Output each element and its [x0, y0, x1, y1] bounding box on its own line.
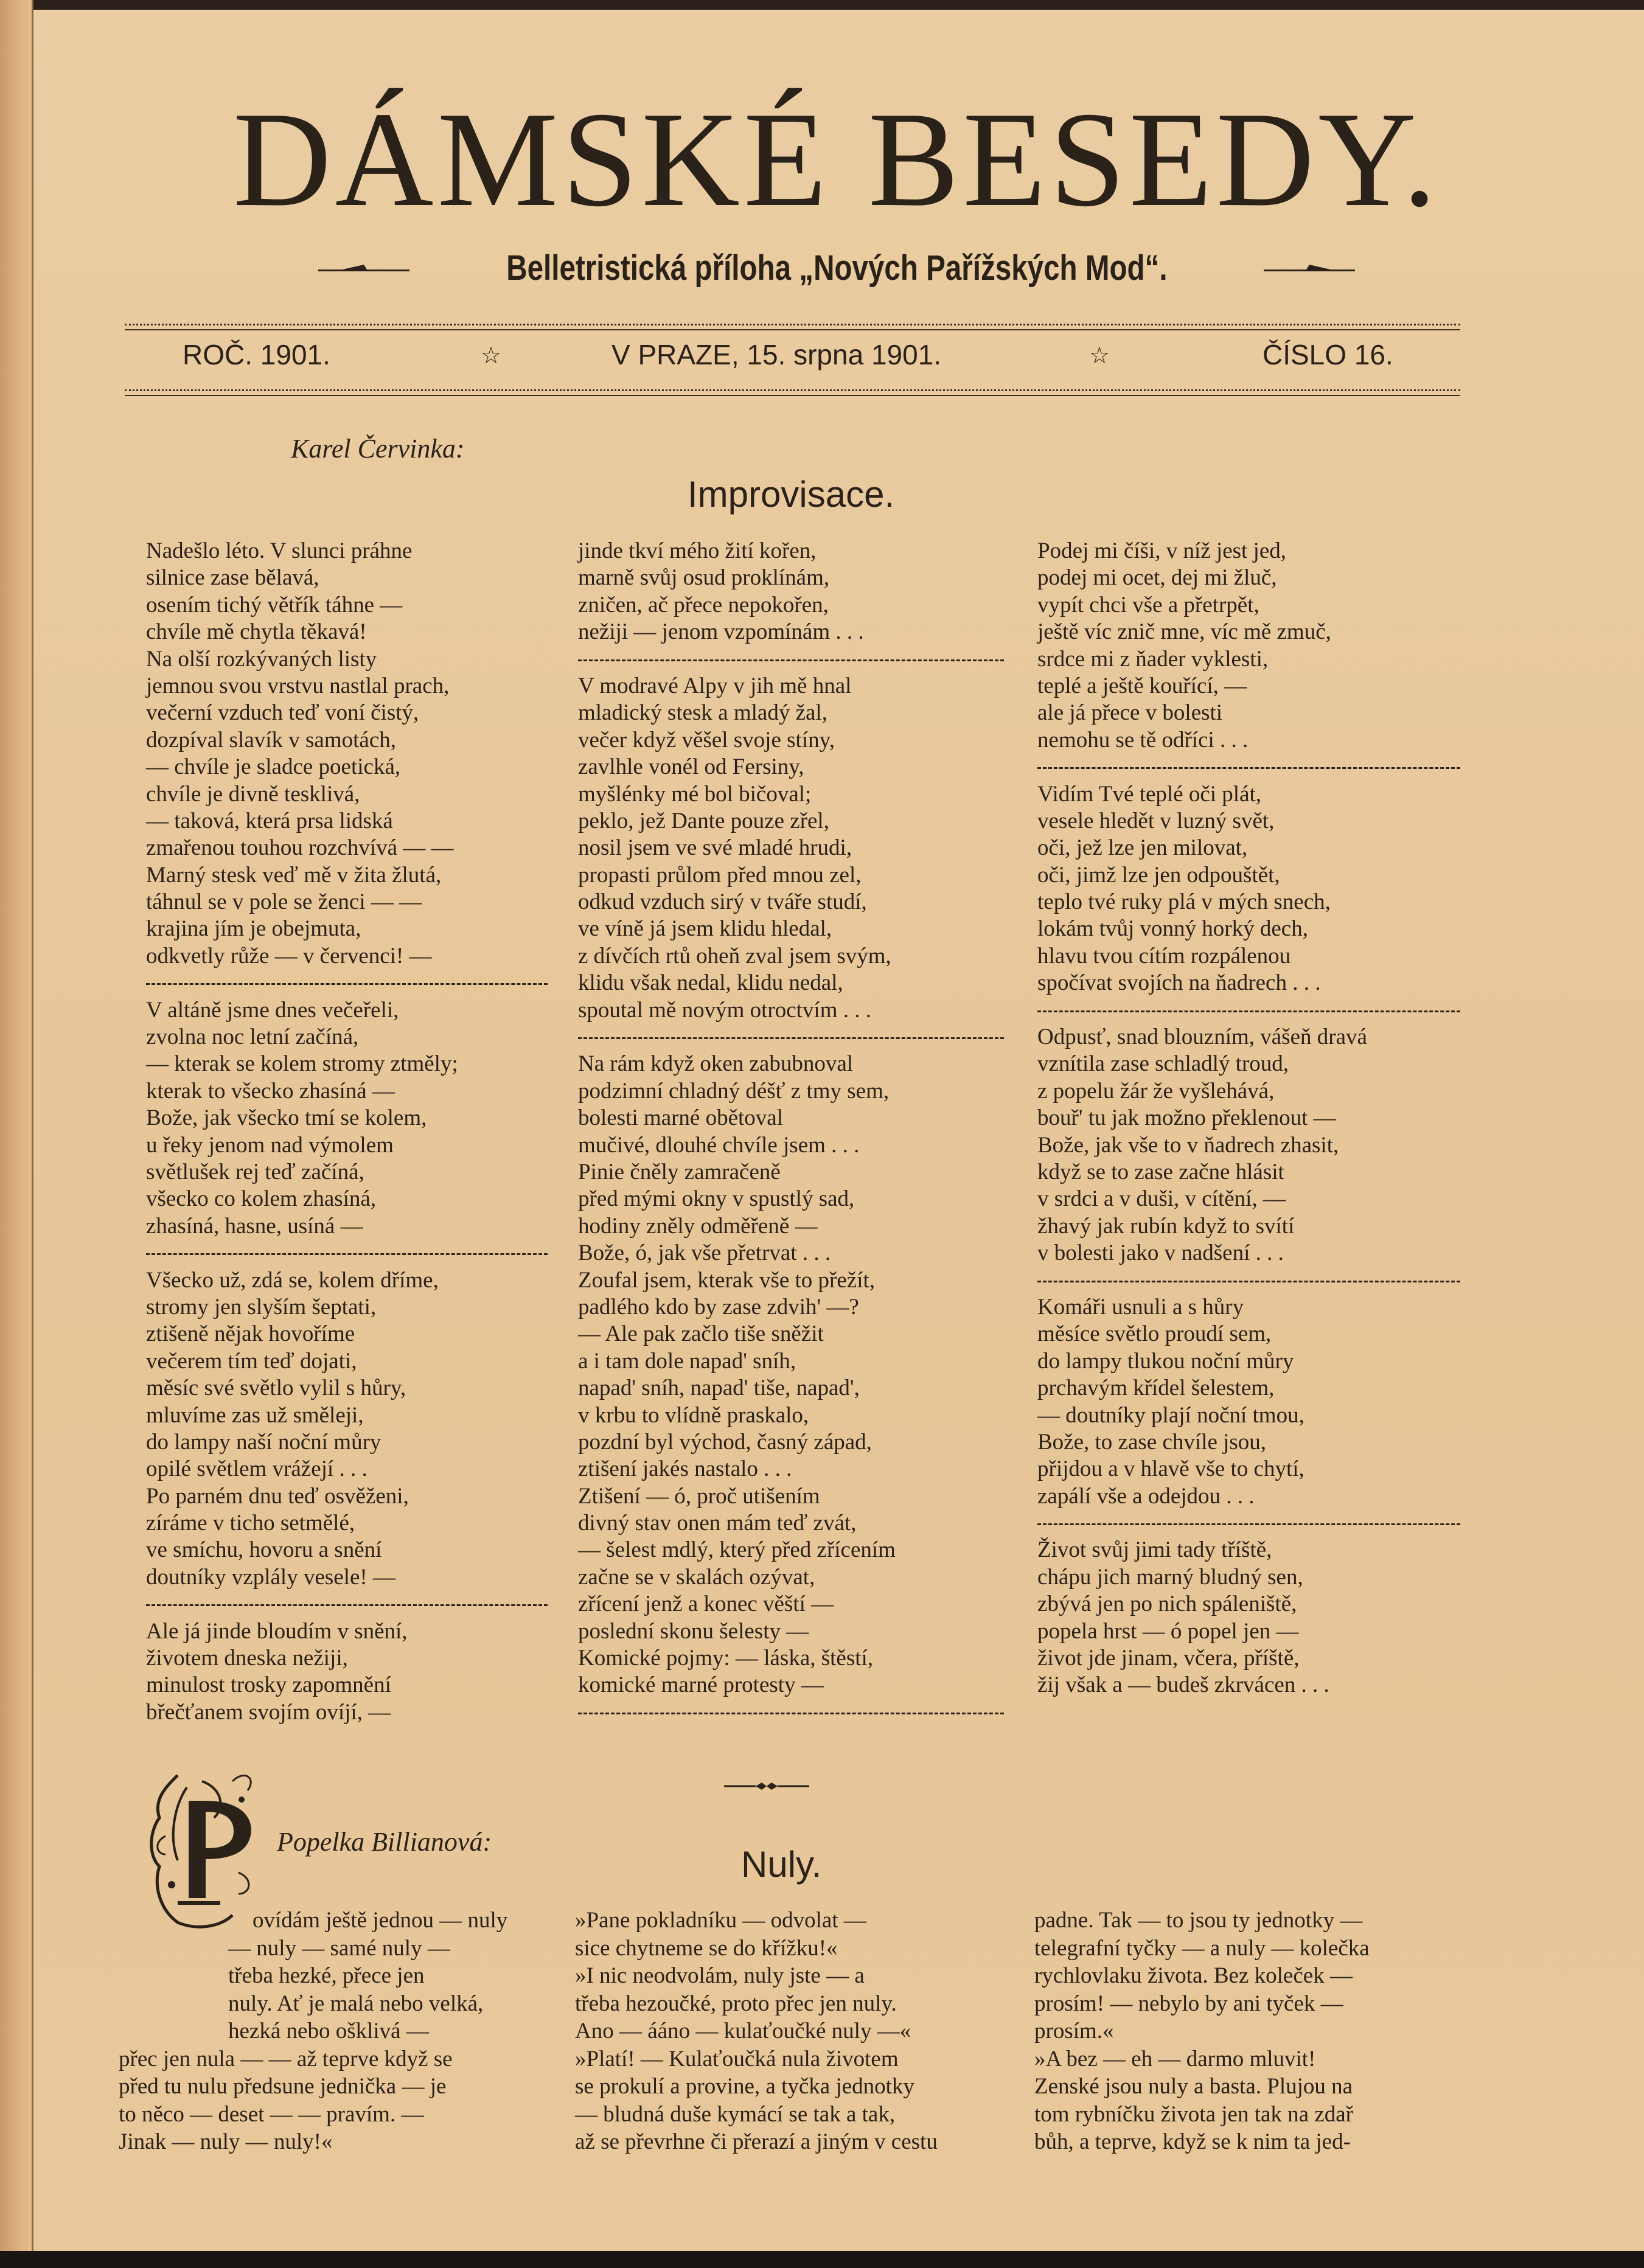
- poem-line: teplé a ještě kouřící, —: [1037, 673, 1247, 698]
- poem-author: Karel Červinka:: [291, 434, 465, 464]
- poem-line: — kterak se kolem stromy ztměly;: [146, 1051, 458, 1077]
- header-rule-top: [125, 324, 1460, 330]
- story-line: se prokulí a provine, a tyčka jednotky: [575, 2074, 914, 2099]
- poem-line: Všecko už, zdá se, kolem dříme,: [146, 1267, 439, 1293]
- poem-line: jinde tkví mého žití kořen,: [578, 538, 817, 563]
- story-line: padne. Tak — to jsou ty jednotky —: [1034, 1908, 1363, 1933]
- issue-place-date: V PRAZE, 15. srpna 1901.: [611, 339, 942, 370]
- poem-line: když se to zase začne hlásit: [1037, 1159, 1284, 1184]
- poem-line: mučivé, dlouhé chvíle jsem . . .: [578, 1132, 860, 1158]
- poem-line: Život svůj jimi tady tříště,: [1037, 1537, 1272, 1563]
- poem-line: začne se v skalách ozývat,: [578, 1564, 815, 1590]
- ornament-left-icon: [318, 263, 409, 272]
- poem-column-3: [1037, 538, 1460, 1699]
- story-line: »I nic neodvolám, nuly jste — a: [575, 1963, 865, 1988]
- story-line: Ano — ááno — kulaťoučké nuly —«: [575, 2019, 911, 2044]
- poem-column-1: [146, 538, 548, 1726]
- poem-line: — Ale pak začlo tiše sněžit: [578, 1321, 824, 1347]
- poem-line: V altáně jsme dnes večeřeli,: [146, 997, 399, 1023]
- poem-line: životem dneska nežiji,: [146, 1646, 348, 1671]
- story-line: »Pane pokladníku — odvolat —: [575, 1908, 866, 1933]
- poem-line: mladický stesk a mladý žal,: [578, 700, 827, 726]
- story-line: přec jen nula — — až teprve když se: [119, 2046, 453, 2071]
- poem-line: podej mi ocet, dej mi žluč,: [1037, 565, 1277, 591]
- poem-line: před mými okny v spustlý sad,: [578, 1186, 855, 1212]
- story-line: telegrafní tyčky — a nuly — kolečka: [1034, 1935, 1370, 1961]
- poem-line: podzimní chladný déšť z tmy sem,: [578, 1078, 890, 1104]
- stanza-separator: [146, 1591, 548, 1618]
- poem-line: padlého kdo by zase zdvih' —?: [578, 1294, 859, 1320]
- poem-line: Ztišení — ó, proč utišením: [578, 1483, 820, 1509]
- stanza-separator: [146, 970, 548, 997]
- section-divider-ornament-icon: [724, 1781, 809, 1791]
- poem-line: bolesti marné obětoval: [578, 1105, 784, 1131]
- poem-line: odkvetly růže — v červenci! —: [146, 943, 432, 969]
- poem-line: Vidím Tvé teplé oči plát,: [1037, 781, 1262, 807]
- poem-line: zvolna noc letní začíná,: [146, 1024, 359, 1050]
- poem-line: nežiji — jenom vzpomínám . . .: [578, 619, 864, 645]
- poem-line: večer když věšel svoje stíny,: [578, 727, 835, 753]
- poem-line: nosil jsem ve své mladé hrudi,: [578, 835, 852, 861]
- poem-line: Po parném dnu teď osvěženi,: [146, 1483, 409, 1509]
- page-bottom-edge: [0, 2251, 1644, 2268]
- poem-line: zmařenou touhou rozchvívá — —: [146, 835, 454, 861]
- poem-line: krajina jím je obejmuta,: [146, 916, 361, 942]
- poem-line: komické marné protesty —: [578, 1672, 824, 1698]
- poem-line: oči, jež lze jen milovat,: [1037, 835, 1248, 861]
- poem-line: Odpusť, snad blouzním, vášeň dravá: [1037, 1024, 1367, 1050]
- story-line: Jinak — nuly — nuly!«: [119, 2129, 333, 2154]
- poem-line: vesele hledět v luzný svět,: [1037, 808, 1275, 833]
- poem-line: zapálí vše a odejdou . . .: [1037, 1483, 1255, 1509]
- poem-line: táhnul se v pole se ženci — —: [146, 889, 422, 915]
- poem-line: — šelest mdlý, který před zřícením: [578, 1537, 896, 1563]
- story-line: to něco — deset — — pravím. —: [119, 2101, 424, 2127]
- poem-line: prchavým křídel šelestem,: [1037, 1376, 1275, 1401]
- poem-line: břečťanem svojím ovíjí, —: [146, 1699, 391, 1725]
- poem-line: ve smíchu, hovoru a snění: [146, 1537, 382, 1563]
- poem-line: Bože, ó, jak vše přetrvat . . .: [578, 1240, 831, 1266]
- poem-line: do lampy tlukou noční můry: [1037, 1348, 1294, 1374]
- poem-line: Bože, jak vše to v ňadrech zhasit,: [1037, 1132, 1339, 1158]
- poem-line: nemohu se tě odříci . . .: [1037, 727, 1249, 753]
- poem-column-2: [578, 538, 1004, 1726]
- poem-line: v krbu to vlídně praskalo,: [578, 1402, 809, 1428]
- poem-line: chvíle mě chytla těkavá!: [146, 619, 367, 645]
- stanza-separator: [578, 1699, 1004, 1726]
- poem-line: zhasíná, hasne, usíná —: [146, 1213, 363, 1239]
- poem-title: Improvisace.: [688, 474, 895, 515]
- story-line: rychlovlaku života. Bez koleček —: [1034, 1963, 1353, 1988]
- story-line: třeba hezké, přece jen: [228, 1963, 425, 1988]
- story-line: před tu nulu předsune jednička — je: [119, 2074, 447, 2099]
- poem-line: stromy jen slyším šeptati,: [146, 1294, 377, 1320]
- poem-line: zavlhle vonél od Fersiny,: [578, 754, 804, 780]
- poem-line: — taková, která prsa lidská: [146, 808, 393, 833]
- poem-line: spočívat svojích na ňadrech . . .: [1037, 970, 1321, 996]
- stanza-separator: [1037, 754, 1460, 781]
- story-line: ovídám ještě jednou — nuly: [253, 1908, 508, 1933]
- poem-line: Pinie čněly zamračeně: [578, 1159, 781, 1184]
- poem-line: vznítila zase schladlý troud,: [1037, 1051, 1289, 1077]
- story-line: sice chytneme se do křížku!«: [575, 1935, 838, 1961]
- story-title: Nuly.: [741, 1844, 822, 1885]
- story-line: třeba hezoučké, proto přec jen nuly.: [575, 1991, 897, 2016]
- poem-line: Nadešlo léto. V slunci práhne: [146, 538, 413, 563]
- poem-line: Marný stesk veď mě v žita žlutá,: [146, 862, 442, 888]
- story-line: — nuly — samé nuly —: [228, 1935, 450, 1961]
- poem-line: kterak to všecko zhasíná —: [146, 1078, 395, 1104]
- poem-line: Podej mi číši, v níž jest jed,: [1037, 538, 1287, 563]
- poem-line: dozpíval slavík v samotách,: [146, 727, 397, 753]
- story-line: »Platí! — Kulaťoučká nula životem: [575, 2046, 899, 2071]
- poem-line: hodiny zněly odměřeně —: [578, 1213, 818, 1239]
- poem-line: do lampy naší noční můry: [146, 1429, 381, 1455]
- story-column-3: [1034, 1907, 1460, 2156]
- poem-line: život jde jinam, včera, příště,: [1037, 1646, 1300, 1671]
- poem-line: mluvíme zas už směleji,: [146, 1402, 364, 1428]
- poem-line: a i tam dole napad' sníh,: [578, 1348, 796, 1374]
- poem-line: z dívčích rtů oheň zval jsem svým,: [578, 943, 891, 969]
- poem-line: zřícení jenž a konec věští —: [578, 1591, 834, 1617]
- header-rule-bottom: [125, 389, 1460, 396]
- poem-line: Na olší rozkývaných listy: [146, 646, 377, 672]
- poem-line: chápu jich marný bludný sen,: [1037, 1564, 1303, 1590]
- story-line: až se převrhne či přerazí a jiným v cestu: [575, 2129, 938, 2154]
- poem-line: hlavu tvou cítím rozpálenou: [1037, 943, 1291, 969]
- poem-line: — chvíle je sladce poetická,: [146, 754, 401, 780]
- poem-line: žhavý jak rubín když to svítí: [1037, 1213, 1295, 1239]
- poem-line: doutníky vzplály vesele! —: [146, 1564, 395, 1590]
- poem-line: Na rám když oken zabubnoval: [578, 1051, 854, 1077]
- masthead-title: DÁMSKÉ BESEDY.: [232, 84, 1441, 235]
- stanza-separator: [1037, 1267, 1460, 1294]
- issue-info-row: [183, 338, 1399, 377]
- stanza-separator: [1037, 997, 1460, 1024]
- story-column-1: [119, 1907, 545, 2156]
- story-author: Popelka Billianová:: [277, 1827, 492, 1857]
- poem-line: — doutníky plají noční tmou,: [1037, 1402, 1304, 1428]
- poem-line: klidu však nedal, klidu nedal,: [578, 970, 843, 996]
- poem-line: divný stav onen mám teď zvát,: [578, 1511, 857, 1536]
- poem-line: V modravé Alpy v jih mě hnal: [578, 673, 852, 698]
- story-column-2: [575, 1907, 1001, 2156]
- poem-line: odkud vzduch sirý v tváře studí,: [578, 889, 867, 915]
- stanza-separator: [578, 1024, 1004, 1051]
- poem-line: všecko co kolem zhasíná,: [146, 1186, 377, 1212]
- poem-line: v srdci a v duši, v cítění, —: [1037, 1186, 1286, 1212]
- poem-line: večerní vzduch teď voní čistý,: [146, 700, 419, 726]
- poem-line: srdce mi z ňader vyklesti,: [1037, 646, 1269, 672]
- masthead-subtitle: Belletristická příloha „Nových Pařížských Mod“.: [506, 248, 1168, 288]
- issue-year: ROČ. 1901.: [183, 339, 330, 370]
- story-line: hezká nebo ošklivá —: [228, 2019, 429, 2044]
- poem-line: opilé světlem vrážejí . . .: [146, 1456, 367, 1482]
- poem-line: v bolesti jako v nadšení . . .: [1037, 1240, 1284, 1266]
- page-top-edge: [0, 0, 1644, 10]
- poem-line: večerem tím teď dojati,: [146, 1348, 357, 1374]
- story-line: bůh, a teprve, když se k nim ta jed-: [1034, 2129, 1351, 2154]
- issue-number: ČÍSLO 16.: [1263, 339, 1393, 370]
- story-line: — bludná duše kymácí se tak a tak,: [575, 2101, 896, 2127]
- story-line: prosím.«: [1034, 2019, 1114, 2044]
- poem-line: přijdou a v hlavě vše to chytí,: [1037, 1456, 1304, 1482]
- stanza-separator: [578, 646, 1004, 673]
- poem-line: myšlénky mé bol bičoval;: [578, 781, 812, 807]
- story-line: tom rybníčku života jen tak na zdař: [1034, 2101, 1353, 2127]
- poem-line: vypít chci vše a přetrpět,: [1037, 592, 1259, 617]
- poem-line: teplo tvé ruky plá v mých snech,: [1037, 889, 1331, 915]
- poem-line: marně svůj osud proklínám,: [578, 565, 830, 591]
- ornament-right-icon: [1264, 263, 1355, 272]
- page-binding-edge: [0, 0, 33, 2268]
- poem-line: lokám tvůj vonný horký dech,: [1037, 916, 1308, 942]
- poem-line: zbývá jen po nich spáleniště,: [1037, 1591, 1297, 1617]
- poem-line: minulost trosky zapomnění: [146, 1672, 391, 1698]
- poem-line: silnice zase bělavá,: [146, 565, 319, 591]
- poem-line: měsíc své světlo vylil s hůry,: [146, 1376, 406, 1401]
- poem-line: Bože, jak všecko tmí se kolem,: [146, 1105, 427, 1131]
- poem-line: Ale já jinde bloudím v snění,: [146, 1618, 408, 1644]
- poem-line: ve víně já jsem klidu hledal,: [578, 916, 832, 942]
- poem-line: oči, jimž lze jen odpouštět,: [1037, 862, 1280, 888]
- poem-line: ale já přece v bolesti: [1037, 700, 1223, 726]
- story-line: Zenské jsou nuly a basta. Plujou na: [1034, 2074, 1353, 2099]
- poem-line: ztišení jakés nastalo . . .: [578, 1456, 792, 1482]
- poem-line: chvíle je divně tesklivá,: [146, 781, 360, 807]
- poem-line: ztišeně nějak hovoříme: [146, 1321, 355, 1347]
- poem-line: z popelu žár že vyšlehává,: [1037, 1078, 1275, 1104]
- poem-line: propasti průlom před mnou zel,: [578, 862, 862, 888]
- story-line: »A bez — eh — darmo mluvit!: [1034, 2046, 1316, 2071]
- stanza-separator: [146, 1240, 548, 1267]
- poem-line: peklo, jež Dante pouze zřel,: [578, 808, 829, 833]
- poem-line: u řeky jenom nad výmolem: [146, 1132, 394, 1158]
- poem-line: Komáři usnuli a s hůry: [1037, 1294, 1244, 1320]
- star-icon: ☆: [481, 343, 502, 369]
- poem-line: pozdní byl východ, časný západ,: [578, 1429, 872, 1455]
- poem-line: popela hrst — ó popel jen —: [1037, 1618, 1299, 1644]
- masthead-subtitle-row: [122, 243, 1552, 292]
- stanza-separator: [1037, 1510, 1460, 1537]
- poem-line: poslední skonu šelesty —: [578, 1618, 809, 1644]
- poem-line: ještě víc znič mne, víc mě zmuč,: [1037, 619, 1331, 645]
- poem-line: měsíce světlo proudí sem,: [1037, 1321, 1272, 1347]
- poem-line: žij však a — budeš zkrvácen . . .: [1037, 1672, 1329, 1698]
- poem-line: osením tichý větřík táhne —: [146, 592, 403, 617]
- poem-line: Komické pojmy: — láska, štěstí,: [578, 1646, 874, 1671]
- poem-line: zničen, ač přece nepokořen,: [578, 592, 829, 617]
- story-line: prosím! — nebylo by ani tyček —: [1034, 1991, 1343, 2016]
- poem-line: Bože, to zase chvíle jsou,: [1037, 1429, 1267, 1455]
- poem-line: napad' sníh, napad' tiše, napad',: [578, 1376, 860, 1401]
- poem-line: světlušek rej teď začíná,: [146, 1159, 364, 1184]
- story-line: nuly. Ať je malá nebo velká,: [228, 1991, 484, 2016]
- poem-line: spoutal mě novým otroctvím . . .: [578, 997, 871, 1023]
- poem-line: jemnou svou vrstvu nastlal prach,: [146, 673, 450, 698]
- poem-line: Zoufal jsem, kterak vše to přežít,: [578, 1267, 876, 1293]
- poem-line: zíráme v ticho setmělé,: [146, 1511, 355, 1536]
- star-icon: ☆: [1089, 343, 1110, 369]
- poem-line: bouř' tu jak možno překlenout —: [1037, 1105, 1336, 1131]
